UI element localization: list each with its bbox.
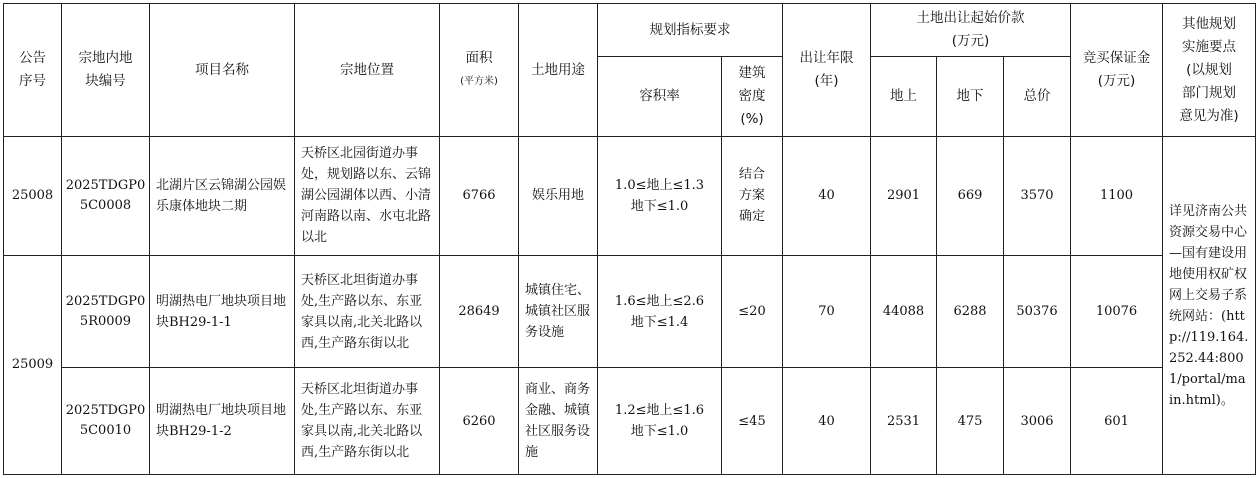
price-above-cell: 2531 bbox=[871, 368, 937, 475]
lease-term-cell: 70 bbox=[783, 255, 871, 368]
price-below-cell: 475 bbox=[937, 368, 1004, 475]
price-below-cell: 669 bbox=[937, 137, 1004, 256]
plot-code-cell: 2025TDGP05C0008 bbox=[62, 137, 150, 256]
table-row bbox=[4, 255, 1256, 368]
header-area-label: 面积 bbox=[465, 50, 493, 66]
header-price-above: 地上 bbox=[871, 57, 937, 137]
deposit-cell: 601 bbox=[1071, 368, 1163, 475]
serial-cell: 25009 bbox=[4, 255, 62, 474]
building-density-cell: ≤45 bbox=[722, 368, 783, 475]
project-name-cell: 明湖热电厂地块项目地块BH29-1-2 bbox=[150, 368, 295, 475]
header-lease-term: 出让年限 (年) bbox=[783, 4, 871, 137]
serial-cell: 25008 bbox=[4, 137, 62, 256]
land-use-cell: 城镇住宅、城镇社区服务设施 bbox=[519, 255, 598, 368]
header-area bbox=[440, 4, 519, 137]
table-row bbox=[4, 137, 1256, 256]
table-row bbox=[4, 368, 1256, 475]
header-other-notes: 其他规划 实施要点 (以规划 部门规划 意见为准) bbox=[1163, 4, 1256, 137]
building-density-cell: 结合 方案 确定 bbox=[722, 137, 783, 256]
plot-ratio-cell: 1.6≤地上≤2.6 地下≤1.4 bbox=[598, 255, 722, 368]
location-cell: 天桥区北园街道办事处，规划路以东、云锦湖公园湖体以西、小清河南路以南、水屯北路以北 bbox=[295, 137, 440, 256]
project-name-cell: 明湖热电厂地块项目地块BH29-1-1 bbox=[150, 255, 295, 368]
location-cell: 天桥区北坦街道办事处,生产路以东、东亚家具以南,北关北路以西,生产路东街以北 bbox=[295, 255, 440, 368]
land-use-cell: 娱乐用地 bbox=[519, 137, 598, 256]
price-total-cell: 3006 bbox=[1004, 368, 1071, 475]
header-price-group: 土地出让起始价款 (万元) bbox=[871, 4, 1071, 57]
area-cell: 6766 bbox=[440, 137, 519, 256]
price-total-cell: 50376 bbox=[1004, 255, 1071, 368]
header-deposit: 竞买保证金 (万元) bbox=[1071, 4, 1163, 137]
header-plot-code: 宗地内地 块编号 bbox=[62, 4, 150, 137]
plot-code-cell: 2025TDGP05C0010 bbox=[62, 368, 150, 475]
header-building-density: 建筑 密度 (%) bbox=[722, 57, 783, 137]
area-cell: 6260 bbox=[440, 368, 519, 475]
header-plot-ratio: 容积率 bbox=[598, 57, 722, 137]
land-use-cell: 商业、商务金融、城镇社区服务设施 bbox=[519, 368, 598, 475]
price-total-cell: 3570 bbox=[1004, 137, 1071, 256]
header-land-use: 土地用途 bbox=[519, 4, 598, 137]
plot-ratio-cell: 1.2≤地上≤1.6 地下≤1.0 bbox=[598, 368, 722, 475]
header-price-below: 地下 bbox=[937, 57, 1004, 137]
price-above-cell: 2901 bbox=[871, 137, 937, 256]
price-above-cell: 44088 bbox=[871, 255, 937, 368]
price-below-cell: 6288 bbox=[937, 255, 1004, 368]
header-serial: 公告 序号 bbox=[4, 4, 62, 137]
lease-term-cell: 40 bbox=[783, 368, 871, 475]
plot-code-cell: 2025TDGP05R0009 bbox=[62, 255, 150, 368]
deposit-cell: 1100 bbox=[1071, 137, 1163, 256]
header-planning-group: 规划指标要求 bbox=[598, 4, 783, 57]
header-project-name: 项目名称 bbox=[150, 4, 295, 137]
building-density-cell: ≤20 bbox=[722, 255, 783, 368]
header-price-total: 总价 bbox=[1004, 57, 1071, 137]
plot-ratio-cell: 1.0≤地上≤1.3 地下≤1.0 bbox=[598, 137, 722, 256]
other-notes-cell: 详见济南公共资源交易中心—国有建设用地使用权矿权网上交易子系统网站：(http://119.164.252.44:8001/portal/main.html)。 bbox=[1163, 137, 1256, 475]
header-location: 宗地位置 bbox=[295, 4, 440, 137]
deposit-cell: 10076 bbox=[1071, 255, 1163, 368]
project-name-cell: 北湖片区云锦湖公园娱乐康体地块二期 bbox=[150, 137, 295, 256]
location-cell: 天桥区北坦街道办事处,生产路以东、东亚家具以南,北关北路以西,生产路东街以北 bbox=[295, 368, 440, 475]
lease-term-cell: 40 bbox=[783, 137, 871, 256]
area-cell: 28649 bbox=[440, 255, 519, 368]
header-area-unit: (平方米) bbox=[460, 76, 498, 87]
land-auction-table bbox=[3, 3, 1256, 475]
